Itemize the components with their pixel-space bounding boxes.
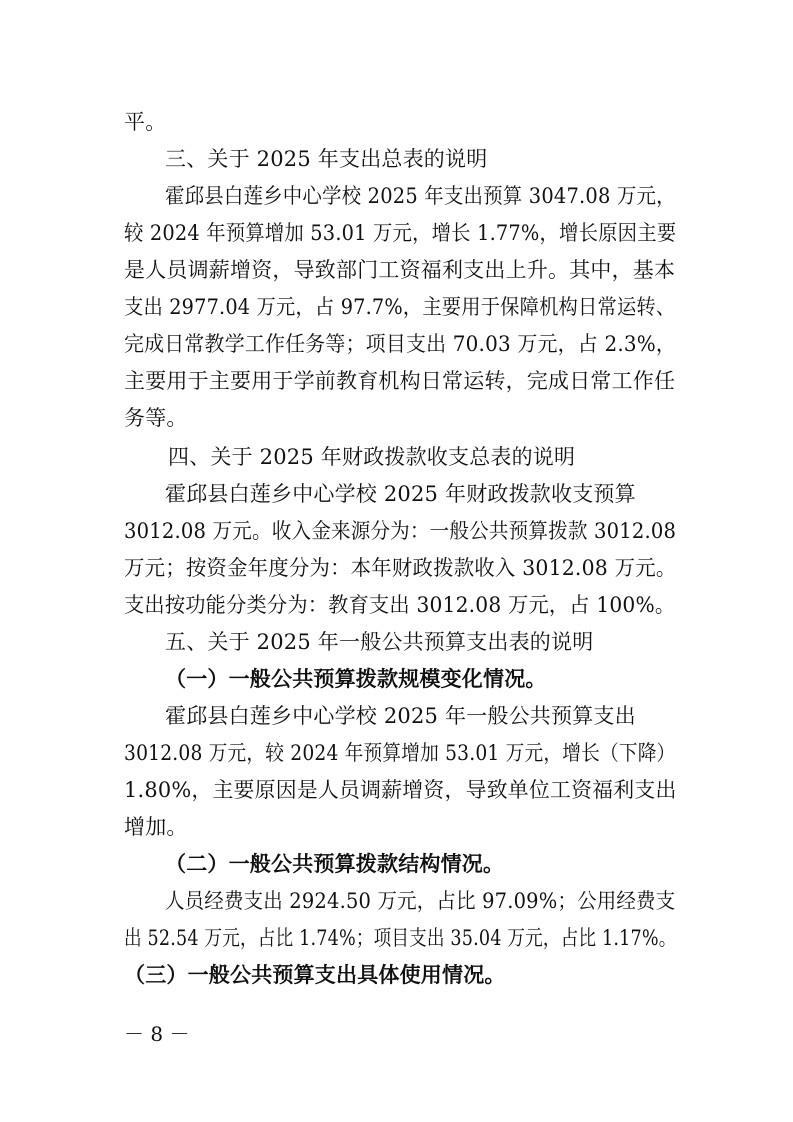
subsection-heading: （一）一般公共预算拨款规模变化情况。 bbox=[165, 666, 547, 691]
subsection-heading: （二）一般公共预算拨款结构情况。 bbox=[165, 851, 505, 876]
paragraph-line: 人员经费支出 2924.50 万元，占比 97.09%；公用经费支 bbox=[165, 889, 676, 913]
paragraph-line: 1.80%，主要原因是人员调薪增资，导致单位工资福利支出 bbox=[124, 778, 677, 802]
paragraph-line: 霍邱县白莲乡中心学校 2025 年支出预算 3047.08 万元， bbox=[165, 184, 676, 208]
paragraph-line: 完成日常教学工作任务等；项目支出 70.03 万元，占 2.3%， bbox=[124, 332, 677, 356]
paragraph-line: 较 2024 年预算增加 53.01 万元，增长 1.77%，增长原因主要 bbox=[124, 221, 677, 245]
section-heading: 三、关于 2025 年支出总表的说明 bbox=[165, 147, 488, 171]
paragraph-line: 3012.08 万元。收入金来源分为：一般公共预算拨款 3012.08 bbox=[124, 519, 677, 543]
section-heading: 四、关于 2025 年财政拨款收支总表的说明 bbox=[168, 445, 576, 469]
paragraph-line: 是人员调薪增资，导致部门工资福利支出上升。其中，基本 bbox=[124, 258, 676, 282]
paragraph-line: 万元；按资金年度分为：本年财政拨款收入 3012.08 万元。 bbox=[124, 556, 677, 580]
paragraph-line: 出 52.54 万元，占比 1.74%；项目支出 35.04 万元，占比 1.17%。 bbox=[124, 926, 677, 950]
section-heading: 五、关于 2025 年一般公共预算支出表的说明 bbox=[165, 630, 594, 654]
paragraph-line: 增加。 bbox=[124, 815, 188, 839]
subsection-heading: （三）一般公共预算支出具体使用情况。 bbox=[124, 962, 506, 987]
paragraph-line: 霍邱县白莲乡中心学校 2025 年一般公共预算支出 bbox=[165, 704, 636, 728]
paragraph-line: 主要用于主要用于学前教育机构日常运转，完成日常工作任 bbox=[124, 369, 676, 393]
paragraph-line: 支出 2977.04 万元，占 97.7%，主要用于保障机构日常运转、 bbox=[124, 295, 676, 319]
paragraph-line: 霍邱县白莲乡中心学校 2025 年财政拨款收支预算 bbox=[165, 482, 636, 506]
paragraph-line: 平。 bbox=[124, 110, 167, 134]
page-number: － 8 － bbox=[124, 1022, 190, 1046]
paragraph-line: 3012.08 万元，较 2024 年预算增加 53.01 万元，增长（下降） bbox=[124, 741, 676, 765]
paragraph-line: 务等。 bbox=[124, 406, 188, 430]
paragraph-line: 支出按功能分类分为：教育支出 3012.08 万元，占 100%。 bbox=[124, 593, 676, 617]
